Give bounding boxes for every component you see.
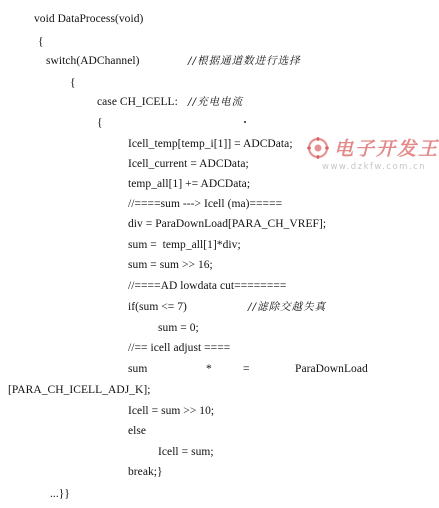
code-line-open-brace: { bbox=[38, 36, 44, 48]
code-line-sum-adjust-eq: = bbox=[243, 363, 250, 375]
code-line-temp-all: temp_all[1] += ADCData; bbox=[128, 178, 251, 190]
code-line-div: div = ParaDownLoad[PARA_CH_VREF]; bbox=[128, 218, 327, 230]
code-line-icell-sum: Icell = sum; bbox=[158, 446, 214, 458]
code-line-sum-adjust-lhs: sum bbox=[128, 363, 148, 375]
code-line-switch-brace: { bbox=[70, 77, 76, 89]
watermark-url: www.dzkfw.com.cn bbox=[322, 162, 427, 172]
gear-logo-icon bbox=[306, 136, 330, 160]
code-line-closing: ...}} bbox=[50, 488, 70, 500]
code-line-switch: switch(ADChannel) bbox=[46, 55, 140, 67]
code-line-sum-shift: sum = sum >> 16; bbox=[128, 259, 213, 271]
code-line-else: else bbox=[128, 425, 147, 437]
code-line-comment-lowdata: //====AD lowdata cut======== bbox=[128, 280, 287, 292]
code-line-case-brace: { bbox=[97, 117, 103, 129]
comment-case: //充电电流 bbox=[188, 96, 244, 108]
watermark bbox=[300, 134, 439, 182]
comment-switch: //根据通道数进行选择 bbox=[188, 55, 301, 67]
stray-dot bbox=[244, 121, 246, 123]
code-line-adj-k: [PARA_CH_ICELL_ADJ_K]; bbox=[8, 384, 151, 396]
code-line-comment-sum: //====sum ---> Icell (ma)===== bbox=[128, 198, 283, 210]
code-line-if: if(sum <= 7) bbox=[128, 301, 187, 313]
watermark-name: 电子开发王 bbox=[334, 138, 439, 160]
code-line-comment-adjust: //== icell adjust ==== bbox=[128, 342, 231, 354]
code-line-sum-mul: sum = temp_all[1]*div; bbox=[128, 239, 241, 251]
code-line-sum-zero: sum = 0; bbox=[158, 322, 199, 334]
code-line-icell-temp: Icell_temp[temp_i[1]] = ADCData; bbox=[128, 138, 293, 150]
code-line-function-header: void DataProcess(void) bbox=[34, 13, 144, 25]
code-line-sum-adjust-rhs: ParaDownLoad bbox=[295, 363, 368, 375]
code-line-sum-adjust-star: * bbox=[206, 363, 212, 375]
comment-if: //滤除交越失真 bbox=[248, 301, 327, 313]
code-line-break: break;} bbox=[128, 466, 163, 478]
code-line-icell-current: Icell_current = ADCData; bbox=[128, 158, 249, 170]
code-line-case: case CH_ICELL: bbox=[97, 96, 178, 108]
code-line-icell-shift: Icell = sum >> 10; bbox=[128, 405, 215, 417]
